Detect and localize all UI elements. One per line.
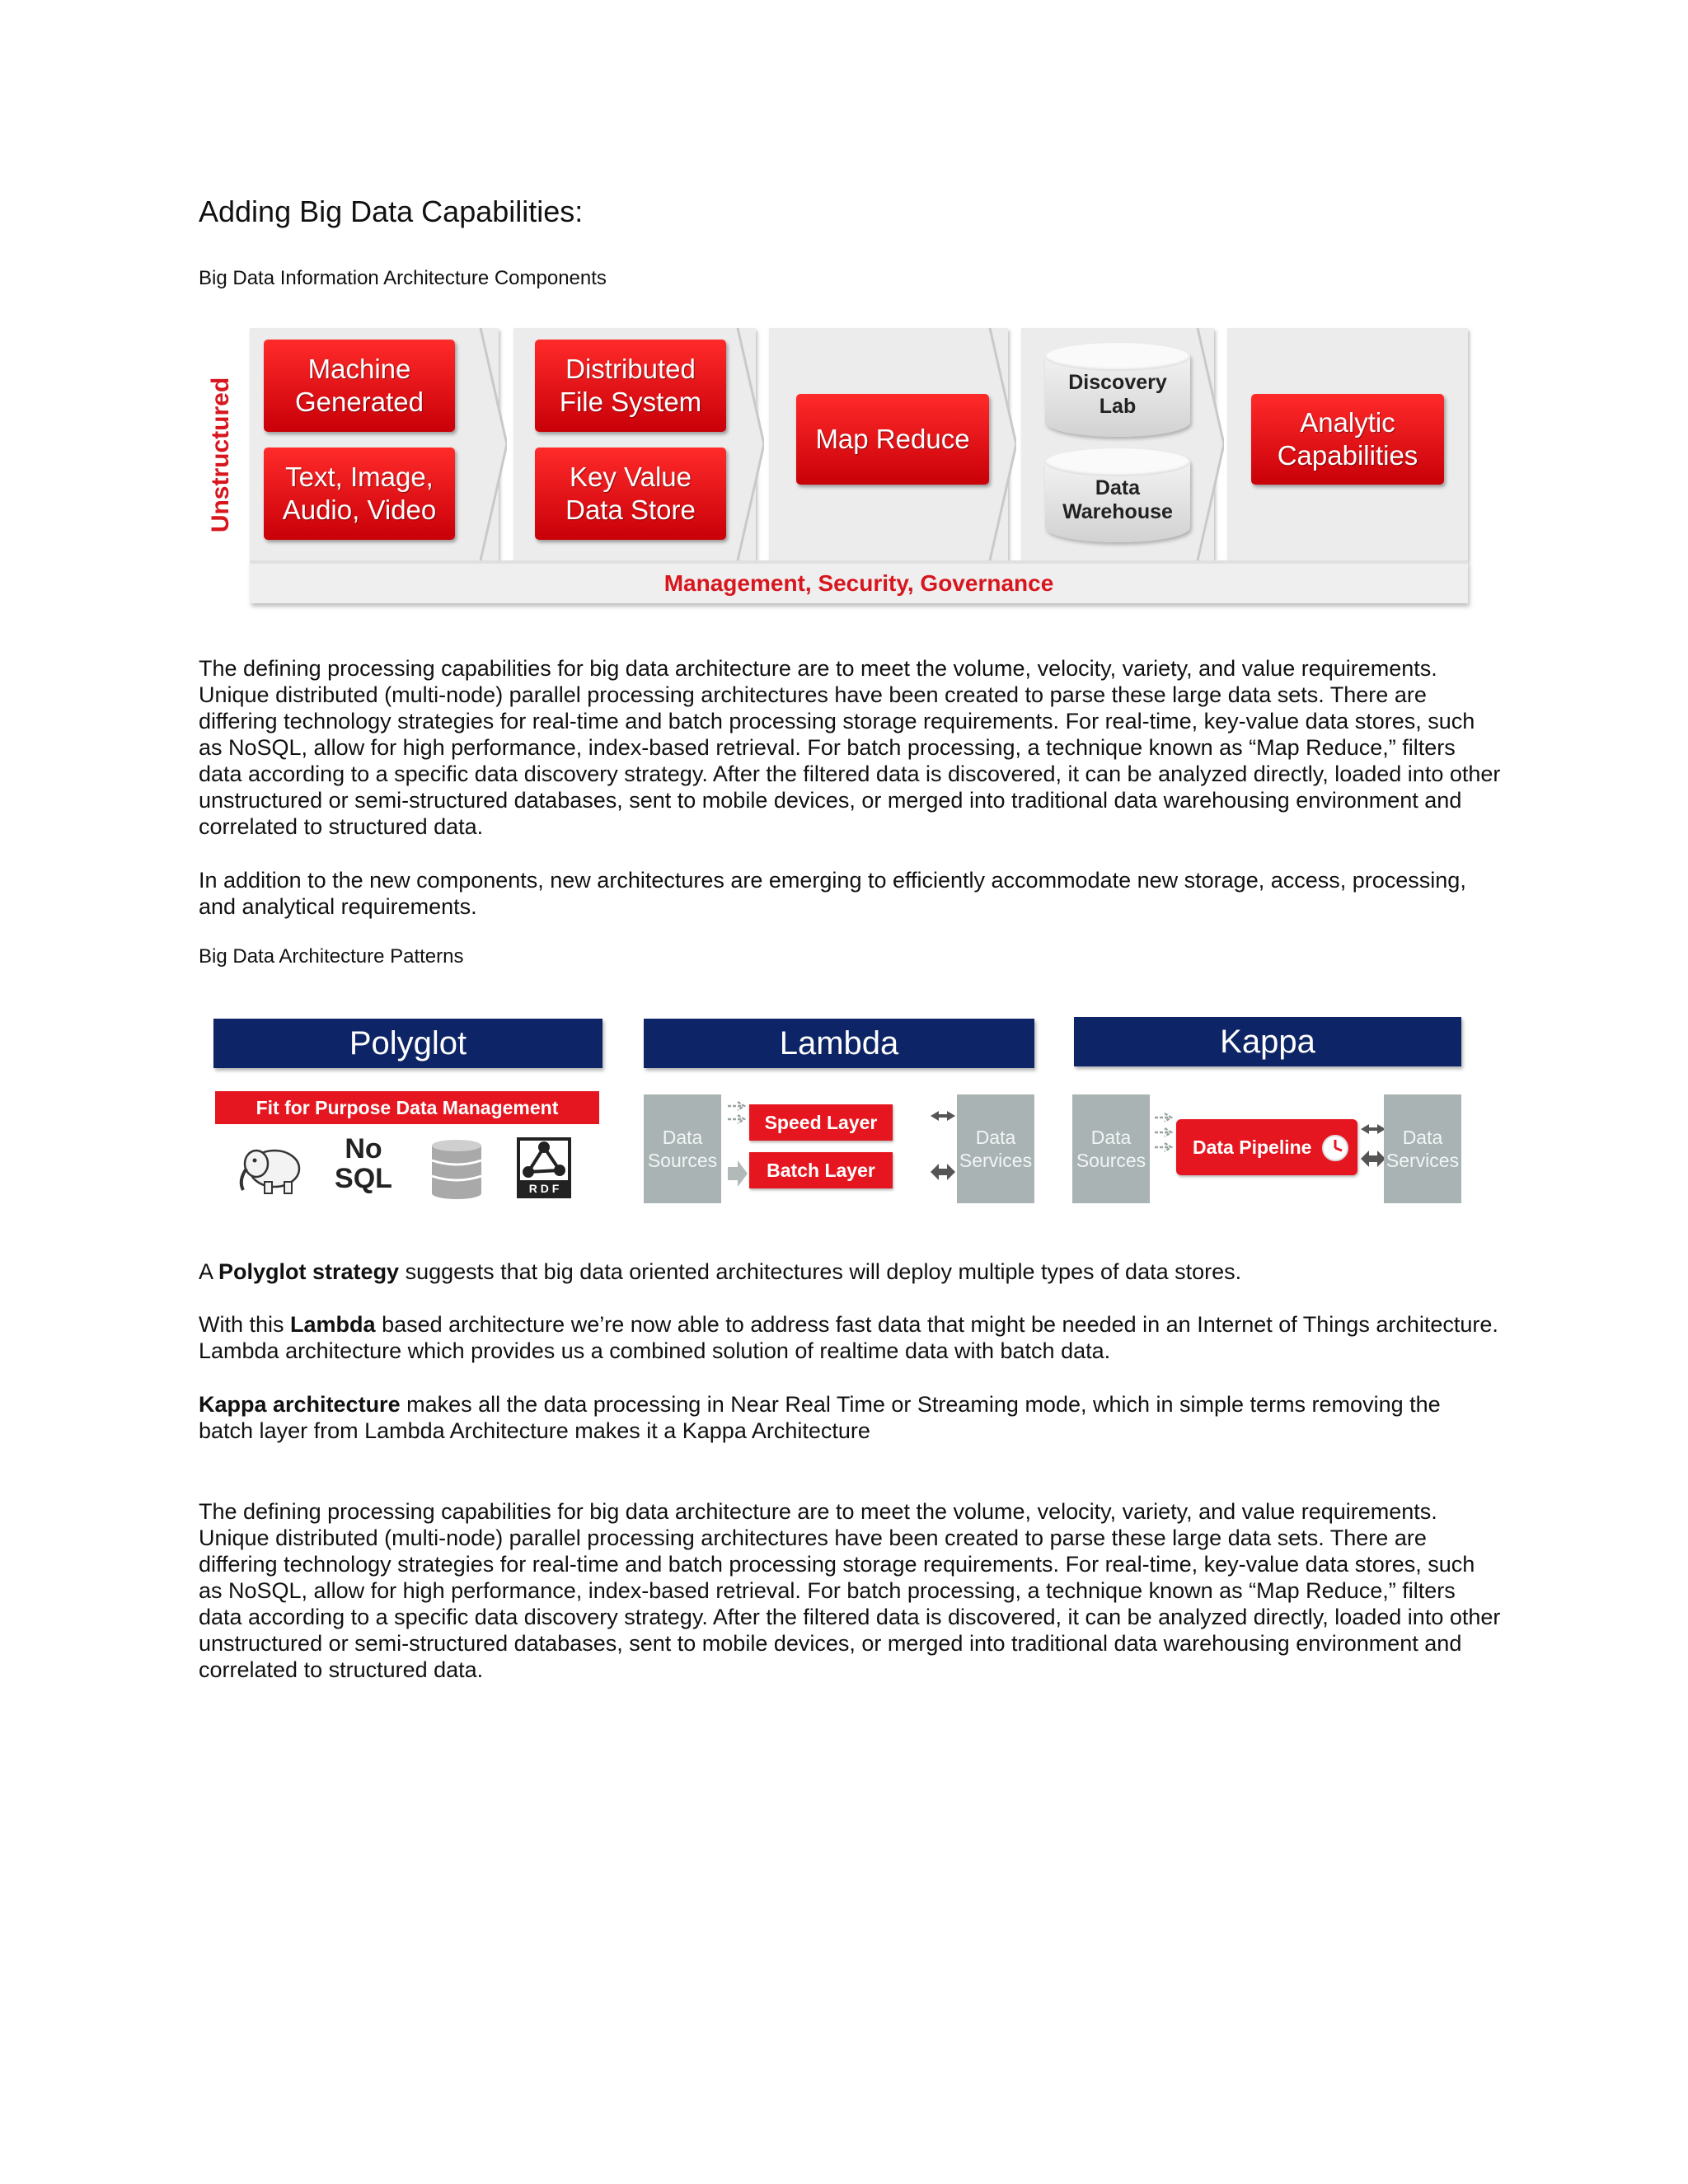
components-diagram: [202, 328, 1471, 605]
clock-icon: [1321, 1134, 1349, 1162]
chevron-arrow-icon: [474, 328, 507, 560]
lambda-data-services: Data Services: [957, 1094, 1034, 1203]
speed-layer-box: Speed Layer: [749, 1104, 893, 1141]
kappa-architecture-term: Kappa architecture: [199, 1392, 401, 1417]
distributed-file-system-box: Distributed File System: [535, 340, 726, 432]
caption-patterns: Big Data Architecture Patterns: [199, 945, 464, 968]
map-reduce-box: Map Reduce: [796, 394, 989, 485]
analytic-capabilities-box: Analytic Capabilities: [1251, 394, 1444, 485]
polyglot-header: Polyglot: [213, 1019, 603, 1068]
page-title: Adding Big Data Capabilities:: [199, 194, 584, 228]
lambda-term: Lambda: [290, 1312, 376, 1337]
database-icon: [429, 1139, 484, 1200]
nosql-label: No SQL: [335, 1133, 392, 1194]
batch-layer-box: Batch Layer: [749, 1152, 893, 1188]
polyglot-strategy-term: Polyglot strategy: [218, 1259, 400, 1284]
fit-for-purpose-banner: Fit for Purpose Data Management: [215, 1091, 599, 1124]
paragraph-polyglot: A Polyglot strategy suggests that big data oriented architectures will deploy multiple types of data stores.: [199, 1259, 1242, 1284]
kappa-data-services: Data Services: [1384, 1094, 1461, 1203]
patterns-diagram: [210, 1019, 1463, 1210]
key-value-data-store-box: Key Value Data Store: [535, 448, 726, 540]
unstructured-label: Unstructured: [207, 377, 234, 533]
paragraph-lambda: With this Lambda based architecture we’re now able to address fast data that might be needed in an Internet of Things architecture. Lambda architecture which provides us a combined solution of realtime data with batch data.: [199, 1312, 1498, 1363]
text-image-audio-video-box: Text, Image, Audio, Video: [264, 448, 455, 540]
paragraph-processing-2: The defining processing capabilities for big data architecture are to meet the volume, velocity, variety, and value requirements. Unique distributed (multi-node) parallel processing architectures have been created to parse these large data sets. There are differing technology strategies for real-time and batch processing storage requirements. For real-time, key-value data stores, such as NoSQL, allow for high performance, index-based retrieval. For batch processing, a technique known as “Map Reduce,” filters data according to a specific data discovery strategy. After the filtered data is discovered, it can be analyzed directly, loaded into other unstructured or semi-structured databases, sent to mobile devices, or merged into traditional data warehousing environment and correlated to structured data.: [199, 1499, 1501, 1682]
bidirectional-arrows-icon: [929, 1109, 957, 1188]
caption-components: Big Data Information Architecture Components: [199, 267, 607, 289]
data-warehouse-cylinder: Data Warehouse: [1045, 448, 1190, 542]
kappa-data-sources: Data Sources: [1072, 1094, 1150, 1203]
flow-arrows-icon: [726, 1094, 749, 1203]
lambda-data-sources: Data Sources: [644, 1094, 721, 1203]
machine-generated-box: Machine Generated: [264, 340, 455, 432]
discovery-lab-cylinder: Discovery Lab: [1045, 343, 1190, 437]
management-security-governance-bar: Management, Security, Governance: [250, 560, 1468, 603]
paragraph-kappa: Kappa architecture makes all the data processing in Near Real Time or Streaming mode, which in simple terms removing the batch layer from Lambda Architecture makes it a Kappa Architecture: [199, 1392, 1441, 1443]
paragraph-processing-1: The defining processing capabilities for big data architecture are to meet the volume, velocity, variety, and value requirements. Unique distributed (multi-node) parallel processing architectures have been created to parse these large data sets. There are differing technology strategies for real-time and batch processing storage requirements. For real-time, key-value data stores, such as NoSQL, allow for high performance, index-based retrieval. For batch processing, a technique known as “Map Reduce,” filters data according to a specific data discovery strategy. After the filtered data is discovered, it can be analyzed directly, loaded into other unstructured or semi-structured databases, sent to mobile devices, or merged into traditional data warehousing environment and correlated to structured data.: [199, 656, 1501, 839]
kappa-header: Kappa: [1074, 1017, 1461, 1066]
bidirectional-arrows-icon: [1359, 1122, 1387, 1174]
hadoop-elephant-icon: [235, 1141, 306, 1197]
flow-arrows-icon: [1153, 1111, 1176, 1157]
lambda-header: Lambda: [644, 1019, 1034, 1068]
chevron-arrow-icon: [1191, 328, 1224, 560]
paragraph-new-architectures: In addition to the new components, new architectures are emerging to efficiently accommodate new storage, access, processing, and analytical requirements.: [199, 868, 1466, 919]
chevron-arrow-icon: [731, 328, 764, 560]
data-pipeline-box: Data Pipeline: [1176, 1119, 1357, 1175]
rdf-icon: R D F: [517, 1137, 571, 1198]
